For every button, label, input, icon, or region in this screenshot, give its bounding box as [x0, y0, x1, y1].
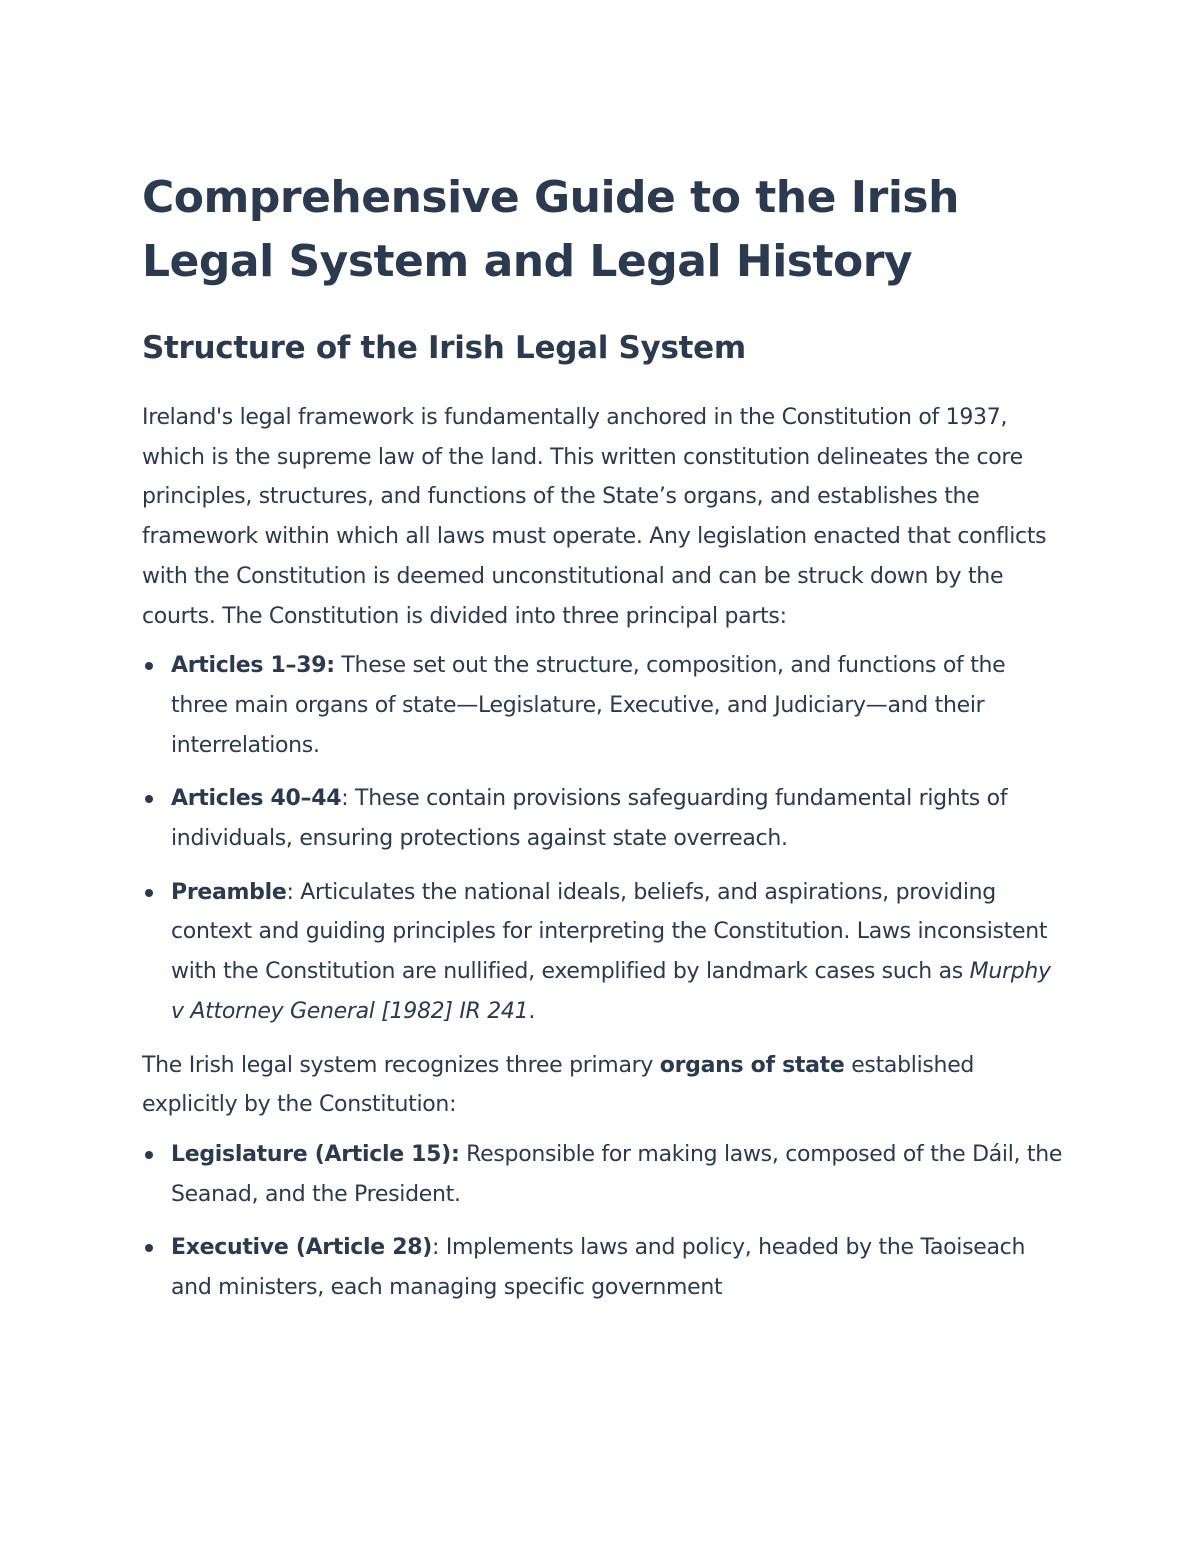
organs-paragraph-emphasis: organs of state: [659, 1052, 845, 1078]
bullet-icon: [145, 1151, 153, 1159]
list-item: [142, 873, 1067, 1032]
list-item: [142, 646, 1067, 765]
organs-paragraph-start: The Irish legal system recognizes three primary: [142, 1052, 660, 1078]
list-item: [142, 779, 1067, 858]
list-item-separator: :: [326, 653, 335, 679]
list-item-text: These set out the structure, composition, and functions of the three main organs of state—Legislature, Executive, and Judiciary—and their interrelations.: [171, 653, 1006, 758]
list-item-separator: :: [432, 1235, 440, 1261]
organs-paragraph: [142, 1046, 1067, 1125]
list-item-separator: :: [341, 786, 349, 812]
organs-paragraph-end: established explicitly by the Constitution:: [142, 1052, 975, 1118]
list-item-text: Implements laws and policy, headed by the Taoiseach and ministers, each managing specific government: [171, 1235, 1026, 1301]
bullet-icon: [145, 1244, 153, 1252]
list-item-end: .: [528, 998, 536, 1024]
organs-list: [142, 1135, 1067, 1308]
bullet-icon: [145, 889, 153, 897]
list-item: [142, 1228, 1067, 1307]
list-item-term: Legislature (Article 15): [171, 1141, 451, 1167]
list-item-text: Articulates the national ideals, beliefs, and aspirations, providing context and guiding principles for interpreting the Constitution. Laws inconsistent with the Constitution are nullified, exemplified by landmark cases such as: [171, 879, 1048, 985]
section-heading: Structure of the Irish Legal System: [142, 330, 746, 366]
list-item-term: Articles 1–39: [171, 653, 327, 679]
list-item-text: Responsible for making laws, composed of the Dáil, the Seanad, and the President.: [171, 1141, 1063, 1207]
list-item-text: These contain provisions safeguarding fundamental rights of individuals, ensuring protections against state overreach.: [171, 786, 1008, 852]
list-item-separator: :: [286, 879, 294, 905]
list-item-term: Executive (Article 28): [171, 1235, 433, 1261]
bullet-icon: [145, 662, 153, 670]
intro-paragraph: Ireland's legal framework is fundamentally anchored in the Constitution of 1937, which is the supreme law of the land. This written constitution delineates the core principles, structures, and functions of the State’s organs, and establishes the framework within which all laws must operate. Any legislation enacted that conflicts with the Constitution is deemed unconstitutional and can be struck down by the courts. The Constitution is divided into three principal parts:: [142, 405, 1047, 629]
case-citation: Murphy v Attorney General [1982] IR 241: [171, 959, 1051, 1024]
list-item-term: Preamble: [171, 879, 287, 905]
bullet-icon: [145, 795, 153, 803]
list-item-term: Articles 40–44: [171, 786, 342, 812]
list-item-separator: :: [450, 1141, 460, 1167]
document-content: [142, 166, 1067, 1322]
list-item: [142, 1135, 1067, 1214]
constitution-parts-list: [142, 646, 1067, 1031]
document-title: Comprehensive Guide to the Irish Legal System and Legal History: [142, 172, 959, 287]
